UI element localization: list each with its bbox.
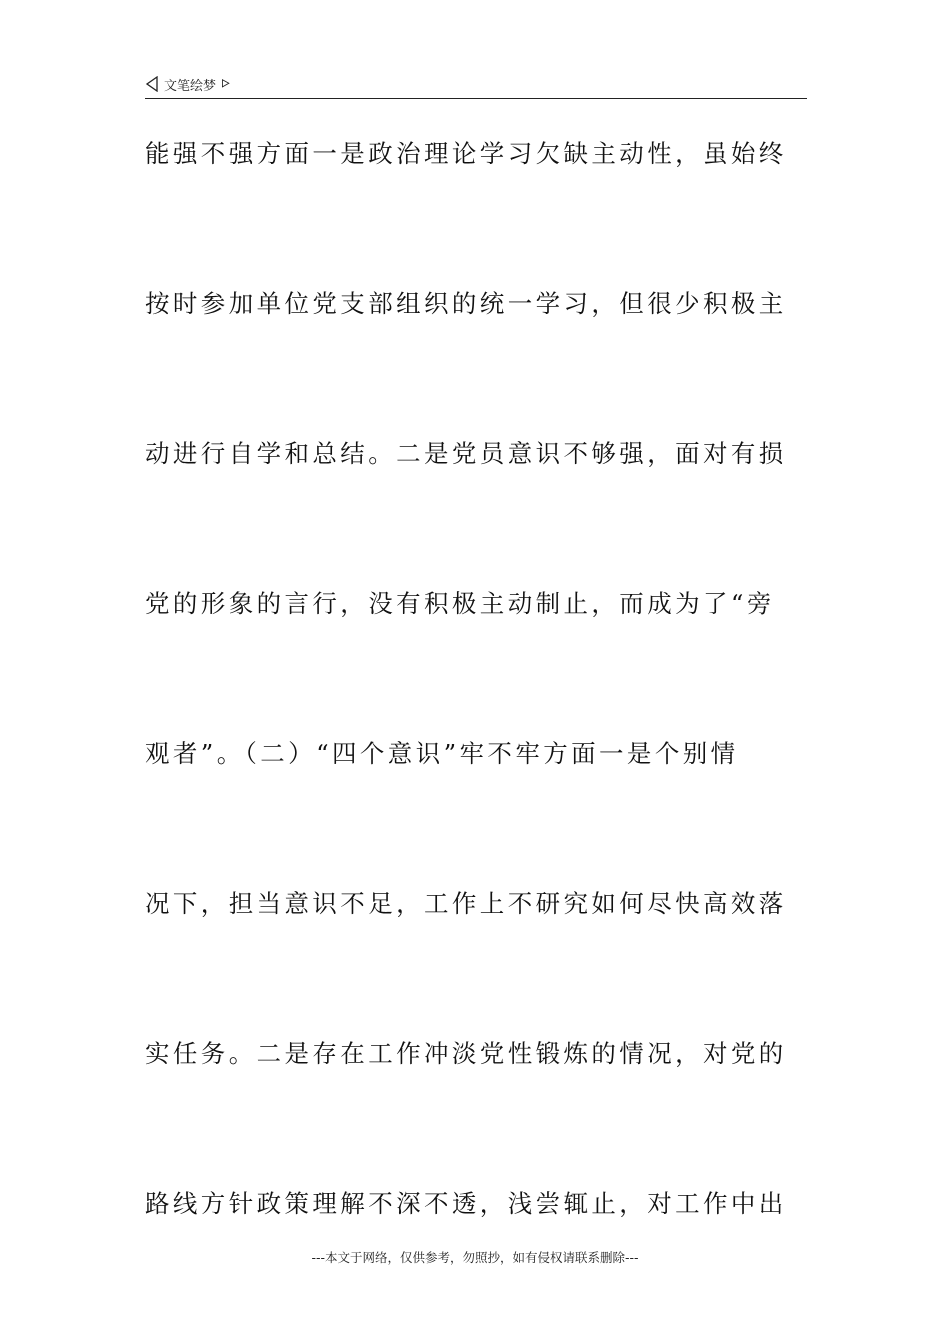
body-text-line-7: 实任务。二是存在工作冲淡党性锻炼的情况，对党的 (145, 1039, 787, 1068)
body-text-line-1: 能强不强方面一是政治理论学习欠缺主动性，虽始终 (145, 139, 787, 168)
body-text-line-6: 况下，担当意识不足，工作上不研究如何尽快高效落 (145, 889, 787, 918)
page-header (145, 72, 807, 99)
body-text-line-2: 按时参加单位党支部组织的统一学习，但很少积极主 (145, 289, 787, 318)
body-text-line-4: 党的形象的言行，没有积极主动制止，而成为了“旁 (145, 589, 775, 618)
footer-disclaimer: ---本文于网络，仅供参考，勿照抄，如有侵权请联系删除--- (311, 1250, 639, 1265)
header-title: 文笔绘梦 (164, 78, 217, 94)
header-brand (145, 72, 231, 96)
body-text-line-3: 动进行自学和总结。二是党员意识不够强，面对有损 (145, 439, 787, 468)
triangle-right-outline-icon (221, 78, 231, 90)
triangle-left-outline-icon (145, 76, 159, 92)
body-text-line-5: 观者”。（二）“四个意识”牢不牢方面一是个别情 (145, 739, 739, 768)
body-text-line-8: 路线方针政策理解不深不透，浅尝辄止，对工作中出 (145, 1189, 787, 1218)
